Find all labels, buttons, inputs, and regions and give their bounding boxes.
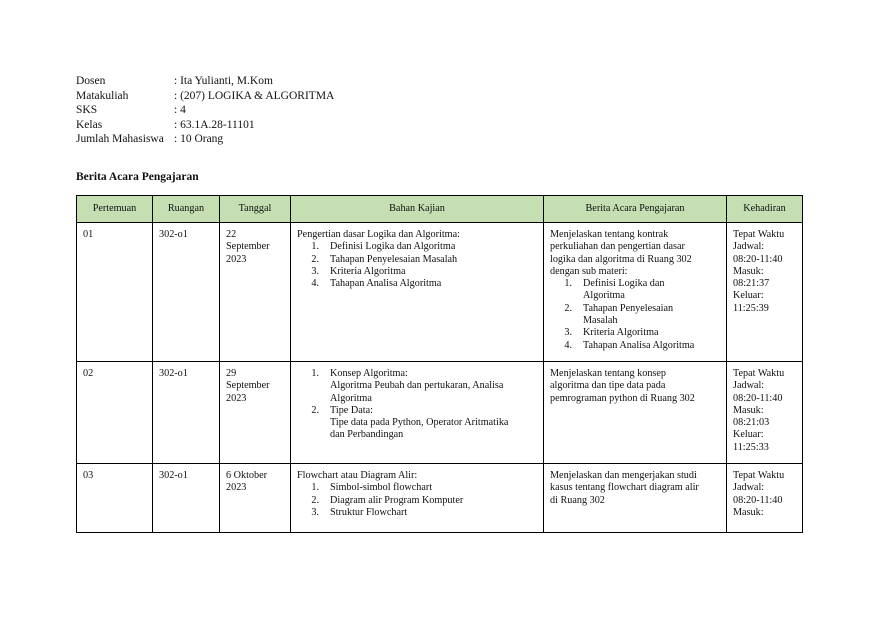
- list-text-line: Struktur Flowchart: [330, 506, 408, 518]
- list-text: [330, 495, 537, 507]
- info-label: Matakuliah: [76, 89, 129, 102]
- list-text: [583, 327, 720, 339]
- list-number: 1.: [311, 368, 319, 379]
- list-number: 2.: [311, 404, 319, 416]
- berita-line: perkuliahan dan pengertian dasar: [550, 241, 685, 253]
- date-line: 22: [226, 229, 237, 240]
- cell-bahan-kajian: [291, 362, 544, 464]
- attendance-line: Keluar:: [733, 429, 764, 441]
- column-header-pertemuan: Pertemuan: [77, 196, 153, 223]
- date-line: 2023: [226, 253, 247, 265]
- attendance-line: 08:20-11:40: [733, 494, 783, 506]
- berita-line: pemrograman python di Ruang 302: [550, 392, 695, 404]
- list-number: 2.: [564, 302, 572, 314]
- date-line: 2023: [226, 392, 247, 404]
- list-text: [583, 340, 720, 352]
- list-number: 3.: [564, 327, 572, 339]
- list-text-line: Algoritma: [583, 290, 625, 302]
- list-text-line: Diagram alir Program Komputer: [330, 494, 464, 506]
- date-line: 6 Oktober: [226, 470, 268, 481]
- list-item: [297, 368, 537, 405]
- table-row: [77, 464, 803, 533]
- list-text: [583, 303, 720, 328]
- cell-berita-acara: [544, 362, 727, 464]
- list-number: 4.: [564, 339, 572, 351]
- list-text-line: Konsep Algoritma:: [330, 368, 408, 379]
- list-text-line: Tahapan Analisa Algoritma: [330, 278, 442, 290]
- attendance-line: 08:21:03: [733, 417, 770, 429]
- info-label: SKS: [76, 104, 98, 117]
- info-label: Jumlah Mahasiswa: [76, 133, 164, 146]
- list-item: [550, 303, 720, 328]
- berita-line: Menjelaskan tentang kontrak: [550, 229, 669, 240]
- attendance-line: Jadwal:: [733, 482, 765, 494]
- attendance-line: 08:21:37: [733, 278, 770, 290]
- list-text: [330, 368, 537, 405]
- list-text: [330, 254, 537, 266]
- list-text: [330, 241, 537, 253]
- cell-tanggal: [220, 464, 291, 533]
- list-text-line: Simbol-simbol flowchart: [330, 482, 433, 494]
- cell-bahan-kajian: [291, 464, 544, 533]
- column-header-tanggal: Tanggal: [220, 196, 291, 223]
- list-item: [297, 266, 537, 278]
- column-header-ruangan: Ruangan: [153, 196, 220, 223]
- list-text-line: Kriteria Algoritma: [583, 327, 659, 339]
- date-line: September: [226, 380, 270, 392]
- attendance-line: Masuk:: [733, 506, 764, 518]
- attendance-line: Jadwal:: [733, 380, 765, 392]
- cell-tanggal: [220, 223, 291, 362]
- list-text-line: Tahapan Analisa Algoritma: [583, 339, 695, 351]
- section-title: Berita Acara Pengajaran: [76, 171, 199, 183]
- cell-tanggal: [220, 362, 291, 464]
- cell-ruangan: 302-o1: [153, 362, 220, 464]
- list-text: [330, 405, 537, 442]
- list-number: 1.: [564, 278, 572, 290]
- list-item: [550, 327, 720, 339]
- attendance-line: 11:25:39: [733, 302, 769, 314]
- attendance-line: 08:20-11:40: [733, 253, 783, 265]
- cell-pertemuan: 02: [77, 362, 153, 464]
- table-header-row: [77, 196, 803, 223]
- cell-pertemuan: 03: [77, 464, 153, 533]
- list-item: [297, 254, 537, 266]
- cell-pertemuan: 01: [77, 223, 153, 362]
- list-text: [330, 266, 537, 278]
- list-text: [583, 278, 720, 303]
- cell-kehadiran: [727, 464, 803, 533]
- cell-berita-acara: [544, 223, 727, 362]
- list-number: 3.: [311, 265, 319, 277]
- attendance-line: Masuk:: [733, 404, 764, 416]
- berita-line: di Ruang 302: [550, 494, 605, 506]
- list-item: [297, 482, 537, 494]
- numbered-list: [297, 241, 537, 290]
- berita-line: logika dan algoritma di Ruang 302: [550, 253, 692, 265]
- list-item: [297, 241, 537, 253]
- berita-line: Menjelaskan dan mengerjakan studi: [550, 470, 697, 481]
- attendance-line: Masuk:: [733, 265, 764, 277]
- column-header-berita-acara: Berita Acara Pengajaran: [544, 196, 727, 223]
- column-header-kehadiran: Kehadiran: [727, 196, 803, 223]
- table-row: [77, 223, 803, 362]
- info-row-jumlah-mahasiswa: [76, 132, 334, 147]
- list-text: [330, 278, 537, 290]
- berita-acara-table: [76, 195, 803, 533]
- numbered-list: [550, 278, 720, 352]
- attendance-line: Tepat Waktu: [733, 229, 785, 240]
- list-text-line: Tahapan Penyelesaian: [583, 302, 674, 314]
- list-item: [550, 340, 720, 352]
- list-item: [297, 278, 537, 290]
- cell-kehadiran: [727, 362, 803, 464]
- list-text-line: Algoritma: [330, 392, 372, 404]
- date-line: September: [226, 241, 270, 253]
- bahan-intro: Pengertian dasar Logika dan Algoritma:: [297, 229, 460, 240]
- berita-line: kasus tentang flowchart diagram alir: [550, 482, 699, 494]
- info-label: Dosen: [76, 75, 106, 87]
- info-row-dosen: [76, 74, 334, 89]
- table-row: [77, 362, 803, 464]
- list-item: [297, 507, 537, 519]
- numbered-list: [297, 482, 537, 519]
- course-info: [76, 74, 334, 147]
- berita-line: dengan sub materi:: [550, 265, 628, 277]
- list-text-line: Tipe Data:: [330, 404, 373, 416]
- berita-line: algoritma dan tipe data pada: [550, 380, 666, 392]
- list-number: 4.: [311, 278, 319, 290]
- list-text-line: Masalah: [583, 315, 618, 327]
- info-value: : (207) LOGIKA & ALGORITMA: [174, 89, 335, 102]
- column-header-bahan-kajian: Bahan Kajian: [291, 196, 544, 223]
- list-number: 1.: [311, 241, 319, 253]
- attendance-line: 11:25:33: [733, 441, 769, 453]
- info-label: Kelas: [76, 118, 103, 131]
- list-number: 1.: [311, 482, 319, 494]
- cell-kehadiran: [727, 223, 803, 362]
- info-row-kelas: [76, 118, 334, 133]
- list-text-line: dan Perbandingan: [330, 429, 404, 441]
- list-number: 2.: [311, 253, 319, 265]
- list-text-line: Tipe data pada Python, Operator Aritmatika: [330, 417, 509, 429]
- cell-ruangan: 302-o1: [153, 464, 220, 533]
- attendance-line: Tepat Waktu: [733, 470, 785, 481]
- list-text: [330, 507, 537, 519]
- list-text-line: Tahapan Penyelesaian Masalah: [330, 253, 458, 265]
- list-text-line: Algoritma Peubah dan pertukaran, Analisa: [330, 380, 504, 392]
- list-number: 2.: [311, 494, 319, 506]
- info-value: : 4: [174, 104, 186, 117]
- info-value: : Ita Yulianti, M.Kom: [174, 75, 273, 87]
- info-row-matakuliah: [76, 89, 334, 104]
- attendance-line: Tepat Waktu: [733, 368, 785, 379]
- date-line: 2023: [226, 482, 247, 494]
- attendance-line: Keluar:: [733, 290, 764, 302]
- cell-berita-acara: [544, 464, 727, 533]
- cell-ruangan: 302-o1: [153, 223, 220, 362]
- date-line: 29: [226, 368, 237, 379]
- cell-bahan-kajian: [291, 223, 544, 362]
- list-text-line: Kriteria Algoritma: [330, 265, 406, 277]
- list-item: [297, 405, 537, 442]
- list-number: 3.: [311, 506, 319, 518]
- bahan-intro: Flowchart atau Diagram Alir:: [297, 470, 418, 481]
- info-row-sks: [76, 103, 334, 118]
- numbered-list: [297, 368, 537, 442]
- attendance-line: Jadwal:: [733, 241, 765, 253]
- list-item: [550, 278, 720, 303]
- info-value: : 63.1A.28-11101: [174, 118, 255, 131]
- info-value: : 10 Orang: [174, 133, 224, 146]
- list-text-line: Definisi Logika dan: [583, 278, 665, 290]
- list-item: [297, 495, 537, 507]
- list-text-line: Definisi Logika dan Algoritma: [330, 241, 456, 253]
- list-text: [330, 482, 537, 494]
- berita-line: Menjelaskan tentang konsep: [550, 368, 666, 379]
- attendance-line: 08:20-11:40: [733, 392, 783, 404]
